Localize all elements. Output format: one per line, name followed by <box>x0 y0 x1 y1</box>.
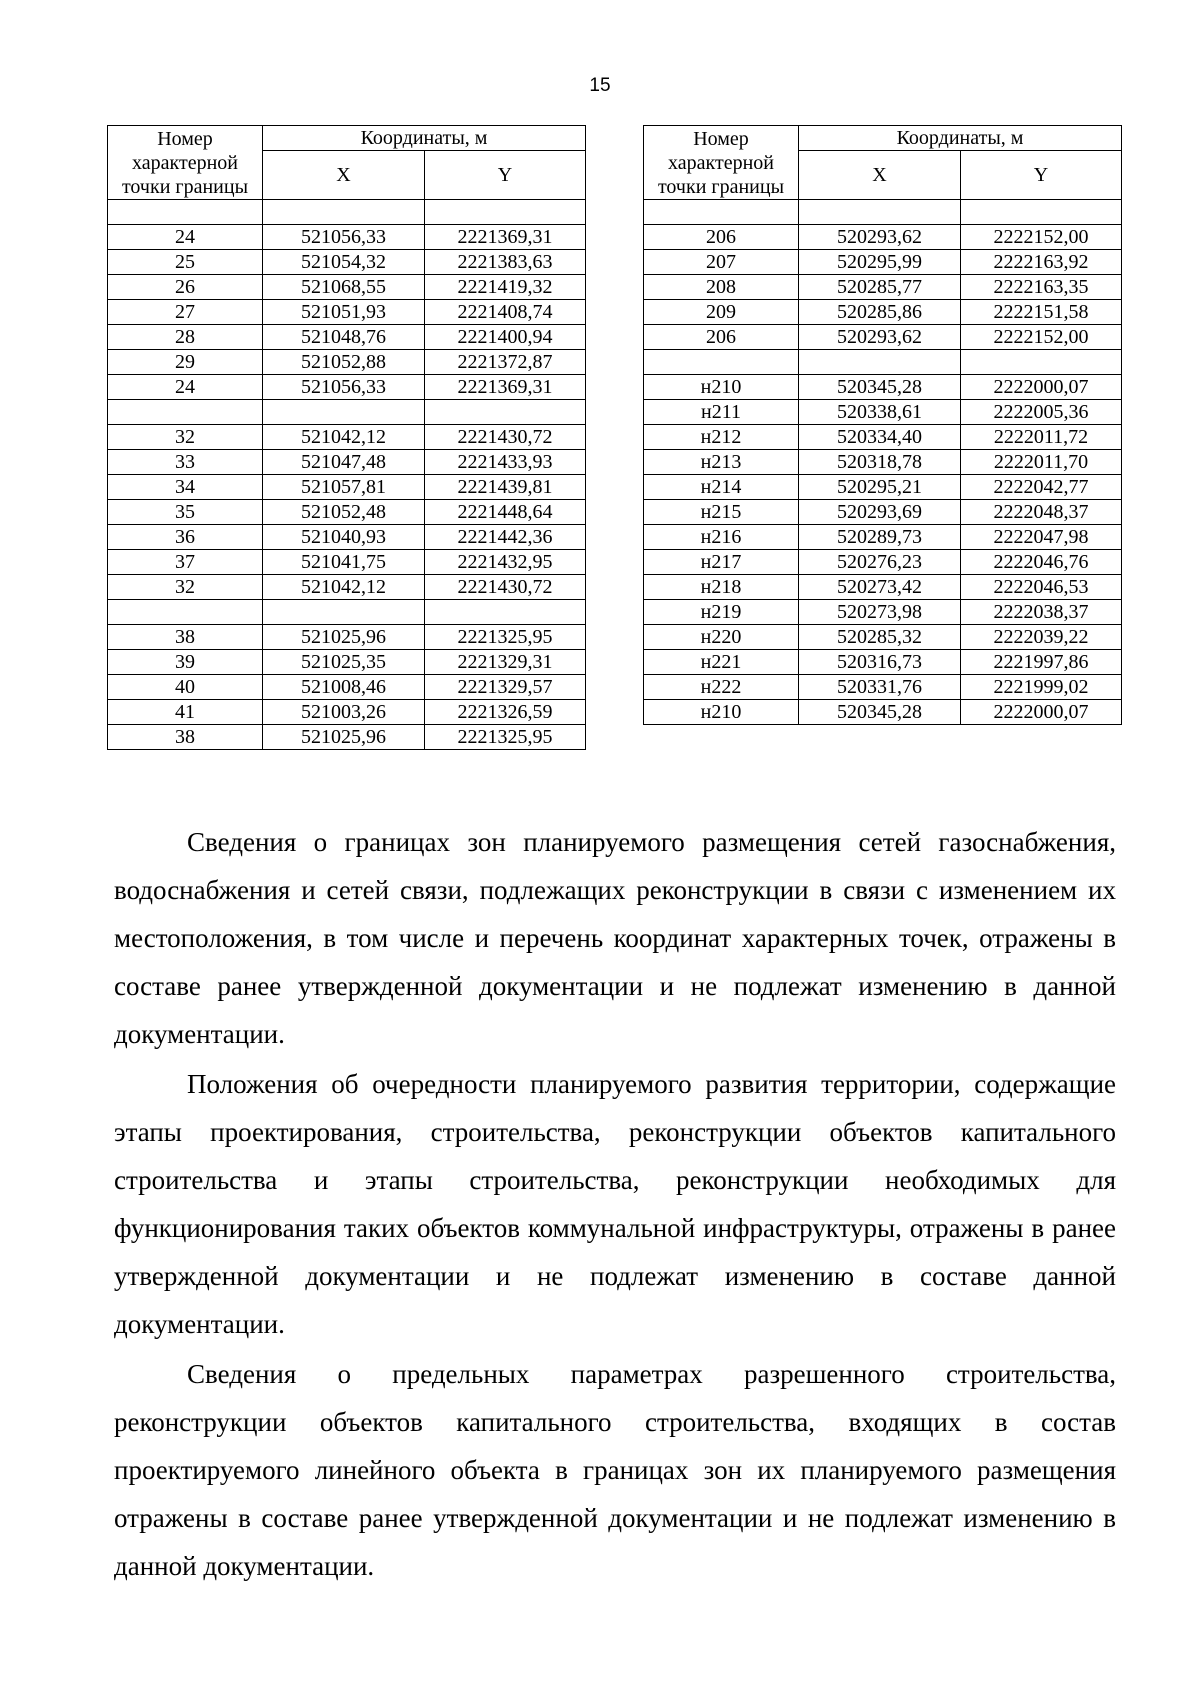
table-row <box>108 575 586 600</box>
cell-y: 2221442,36 <box>425 525 586 550</box>
cell-x <box>263 400 425 425</box>
table-row <box>644 625 1122 650</box>
table-row <box>644 375 1122 400</box>
cell-y: 2222163,92 <box>961 250 1122 275</box>
cell-point-number: 28 <box>108 325 263 350</box>
cell-point-number: 32 <box>108 575 263 600</box>
cell-x: 520276,23 <box>799 550 961 575</box>
table-row <box>108 300 586 325</box>
cell-y: 2222011,72 <box>961 425 1122 450</box>
cell-y: 2222000,07 <box>961 375 1122 400</box>
cell-point-number: 38 <box>108 625 263 650</box>
cell-y: 2221439,81 <box>425 475 586 500</box>
table-row <box>108 600 586 625</box>
cell-x: 520285,86 <box>799 300 961 325</box>
cell-y: 2221999,02 <box>961 675 1122 700</box>
cell-y: 2222151,58 <box>961 300 1122 325</box>
table-row <box>644 400 1122 425</box>
cell-x: 521042,12 <box>263 425 425 450</box>
cell-point-number: н218 <box>644 575 799 600</box>
table-row <box>644 575 1122 600</box>
table-body-left <box>108 200 586 750</box>
cell-point-number: н213 <box>644 450 799 475</box>
header-coordinates: Координаты, м <box>263 126 586 151</box>
cell-point-number: 24 <box>108 375 263 400</box>
cell-y: 2222042,77 <box>961 475 1122 500</box>
table-row <box>644 425 1122 450</box>
table-row <box>644 225 1122 250</box>
cell-y: 2221430,72 <box>425 575 586 600</box>
table-row <box>644 325 1122 350</box>
cell-point-number: н217 <box>644 550 799 575</box>
table-row <box>644 300 1122 325</box>
cell-point-number: н219 <box>644 600 799 625</box>
cell-y: 2222000,07 <box>961 700 1122 725</box>
cell-y: 2222005,36 <box>961 400 1122 425</box>
table-row <box>108 675 586 700</box>
cell-point-number: 35 <box>108 500 263 525</box>
table-row <box>644 600 1122 625</box>
cell-y <box>425 600 586 625</box>
cell-y: 2222152,00 <box>961 325 1122 350</box>
cell-point-number: 36 <box>108 525 263 550</box>
cell-point-number: н221 <box>644 650 799 675</box>
cell-y <box>961 200 1122 225</box>
cell-y: 2221325,95 <box>425 725 586 750</box>
cell-x: 521057,81 <box>263 475 425 500</box>
header-point-number: Номер характерной точки границы <box>108 126 263 200</box>
cell-x: 520293,62 <box>799 325 961 350</box>
cell-y: 2222038,37 <box>961 600 1122 625</box>
cell-x: 520285,77 <box>799 275 961 300</box>
cell-point-number <box>108 400 263 425</box>
cell-y: 2221329,57 <box>425 675 586 700</box>
cell-x: 521056,33 <box>263 375 425 400</box>
header-point-number: Номер характерной точки границы <box>644 126 799 200</box>
table-row <box>108 250 586 275</box>
coordinates-table-right <box>643 125 1122 725</box>
table-row <box>108 525 586 550</box>
table-row <box>644 700 1122 725</box>
cell-x: 521068,55 <box>263 275 425 300</box>
cell-point-number <box>108 200 263 225</box>
cell-y: 2222048,37 <box>961 500 1122 525</box>
cell-y: 2221383,63 <box>425 250 586 275</box>
cell-y: 2222039,22 <box>961 625 1122 650</box>
cell-x: 521008,46 <box>263 675 425 700</box>
cell-y: 2221430,72 <box>425 425 586 450</box>
paragraph: Сведения о предельных параметрах разрешенного строительства, реконструкции объектов капитального строительства, входящих в состав проектируемого линейного объекта в границах зон их планируемого размещения отражены в составе ранее утвержденной документации и не подлежат изменению в данной документации. <box>114 1359 1116 1581</box>
table-row <box>108 400 586 425</box>
table-row <box>108 450 586 475</box>
cell-point-number: 38 <box>108 725 263 750</box>
cell-x: 521047,48 <box>263 450 425 475</box>
cell-x: 520334,40 <box>799 425 961 450</box>
cell-point-number: 39 <box>108 650 263 675</box>
cell-y: 2222046,53 <box>961 575 1122 600</box>
cell-x: 520331,76 <box>799 675 961 700</box>
cell-y <box>425 200 586 225</box>
cell-x: 521025,96 <box>263 625 425 650</box>
header-y: Y <box>425 151 586 200</box>
cell-point-number: 206 <box>644 225 799 250</box>
cell-y: 2222163,35 <box>961 275 1122 300</box>
cell-point-number: н211 <box>644 400 799 425</box>
body-text <box>114 818 1116 1590</box>
cell-point-number: 27 <box>108 300 263 325</box>
cell-point-number: 24 <box>108 225 263 250</box>
paragraph: Сведения о границах зон планируемого размещения сетей газоснабжения, водоснабжения и сетей связи, подлежащих реконструкции в связи с изменением их местоположения, в том числе и перечень координат характерных точек, отражены в составе ранее утвержденной документации и не подлежат изменению в данной документации. <box>114 827 1116 1049</box>
cell-x: 521025,96 <box>263 725 425 750</box>
cell-point-number: н222 <box>644 675 799 700</box>
table-row <box>108 200 586 225</box>
cell-point-number: 26 <box>108 275 263 300</box>
table-row <box>644 525 1122 550</box>
page-number: 15 <box>589 75 611 96</box>
cell-y: 2221369,31 <box>425 375 586 400</box>
cell-point-number <box>108 600 263 625</box>
cell-x: 521042,12 <box>263 575 425 600</box>
cell-point-number: 29 <box>108 350 263 375</box>
cell-point-number: 41 <box>108 700 263 725</box>
table-row <box>644 475 1122 500</box>
cell-y: 2221400,94 <box>425 325 586 350</box>
cell-x: 520289,73 <box>799 525 961 550</box>
cell-point-number: 34 <box>108 475 263 500</box>
table-row <box>108 275 586 300</box>
table-row <box>644 250 1122 275</box>
table-row <box>644 275 1122 300</box>
cell-point-number <box>644 200 799 225</box>
cell-x: 520285,32 <box>799 625 961 650</box>
cell-x: 520345,28 <box>799 700 961 725</box>
cell-point-number: н215 <box>644 500 799 525</box>
cell-y: 2221369,31 <box>425 225 586 250</box>
cell-x <box>799 200 961 225</box>
cell-x: 520295,99 <box>799 250 961 275</box>
cell-point-number: н214 <box>644 475 799 500</box>
cell-y <box>961 350 1122 375</box>
table-row <box>644 450 1122 475</box>
table-row <box>644 675 1122 700</box>
cell-point-number: 33 <box>108 450 263 475</box>
table-row <box>644 650 1122 675</box>
header-x: X <box>263 151 425 200</box>
table-body-right <box>644 200 1122 725</box>
cell-y: 2221329,31 <box>425 650 586 675</box>
cell-point-number: н216 <box>644 525 799 550</box>
header-y: Y <box>961 151 1122 200</box>
cell-x: 521054,32 <box>263 250 425 275</box>
table-row <box>108 650 586 675</box>
table-row <box>108 225 586 250</box>
cell-x: 520273,42 <box>799 575 961 600</box>
table-row <box>644 500 1122 525</box>
cell-point-number: 206 <box>644 325 799 350</box>
table-row <box>108 350 586 375</box>
cell-x <box>263 200 425 225</box>
cell-point-number: н212 <box>644 425 799 450</box>
table-row <box>644 550 1122 575</box>
cell-x: 521052,88 <box>263 350 425 375</box>
cell-x: 520295,21 <box>799 475 961 500</box>
cell-y: 2221408,74 <box>425 300 586 325</box>
table-row <box>108 550 586 575</box>
cell-x: 520318,78 <box>799 450 961 475</box>
cell-point-number: 37 <box>108 550 263 575</box>
cell-x: 520316,73 <box>799 650 961 675</box>
cell-x <box>263 600 425 625</box>
table-row <box>108 375 586 400</box>
cell-x: 520345,28 <box>799 375 961 400</box>
cell-x: 521040,93 <box>263 525 425 550</box>
cell-x <box>799 350 961 375</box>
cell-y: 2221325,95 <box>425 625 586 650</box>
cell-point-number: н210 <box>644 700 799 725</box>
cell-point-number: 40 <box>108 675 263 700</box>
cell-y: 2221432,95 <box>425 550 586 575</box>
table-row <box>108 325 586 350</box>
table-row <box>108 475 586 500</box>
cell-x: 521051,93 <box>263 300 425 325</box>
cell-y: 2221433,93 <box>425 450 586 475</box>
cell-y: 2222047,98 <box>961 525 1122 550</box>
header-x: X <box>799 151 961 200</box>
cell-point-number <box>644 350 799 375</box>
cell-y: 2222011,70 <box>961 450 1122 475</box>
cell-y: 2221997,86 <box>961 650 1122 675</box>
cell-point-number: н210 <box>644 375 799 400</box>
table-row <box>644 200 1122 225</box>
cell-x: 521041,75 <box>263 550 425 575</box>
cell-x: 521052,48 <box>263 500 425 525</box>
cell-x: 521025,35 <box>263 650 425 675</box>
cell-y: 2221372,87 <box>425 350 586 375</box>
cell-x: 520273,98 <box>799 600 961 625</box>
cell-point-number: 209 <box>644 300 799 325</box>
table-row <box>108 500 586 525</box>
cell-x: 521056,33 <box>263 225 425 250</box>
cell-point-number: 207 <box>644 250 799 275</box>
table-row <box>644 350 1122 375</box>
cell-y: 2222152,00 <box>961 225 1122 250</box>
cell-y <box>425 400 586 425</box>
table-row <box>108 625 586 650</box>
cell-point-number: 32 <box>108 425 263 450</box>
cell-y: 2221326,59 <box>425 700 586 725</box>
header-coordinates: Координаты, м <box>799 126 1122 151</box>
table-row <box>108 725 586 750</box>
cell-x: 521003,26 <box>263 700 425 725</box>
cell-y: 2221419,32 <box>425 275 586 300</box>
table-row <box>108 700 586 725</box>
cell-y: 2221448,64 <box>425 500 586 525</box>
table-row <box>108 425 586 450</box>
cell-x: 520293,69 <box>799 500 961 525</box>
cell-point-number: н220 <box>644 625 799 650</box>
coordinates-table-left <box>107 125 586 750</box>
cell-x: 521048,76 <box>263 325 425 350</box>
cell-point-number: 208 <box>644 275 799 300</box>
cell-x: 520338,61 <box>799 400 961 425</box>
paragraph: Положения об очередности планируемого развития территории, содержащие этапы проектирования, строительства, реконструкции объектов капитального строительства и этапы строительства, реконструкции необходимых для функционирования таких объектов коммунальной инфраструктуры, отражены в ранее утвержденной документации и не подлежат изменению в составе данной документации. <box>114 1069 1116 1339</box>
cell-x: 520293,62 <box>799 225 961 250</box>
cell-y: 2222046,76 <box>961 550 1122 575</box>
cell-point-number: 25 <box>108 250 263 275</box>
